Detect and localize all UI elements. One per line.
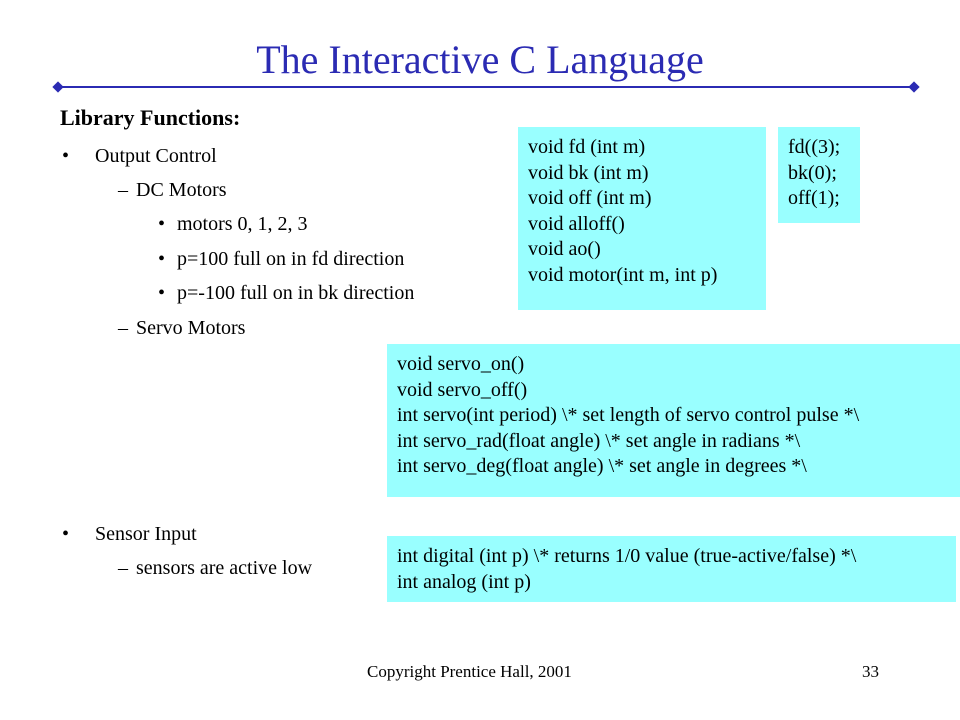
outline-sensor-input: Sensor Input <box>95 523 197 545</box>
bullet-icon: • <box>62 145 70 167</box>
code-line: fd((3); <box>788 136 841 158</box>
outline-servo-motors: Servo Motors <box>136 317 246 339</box>
code-line: int servo_rad(float angle) \* set angle in radians *\ <box>397 429 801 452</box>
slide-title: The Interactive C Language <box>256 37 704 82</box>
code-line: void servo_off() <box>397 378 528 401</box>
motor-functions-box <box>518 127 766 310</box>
section-heading: Library Functions: <box>60 105 241 130</box>
code-line: void off (int m) <box>528 187 652 209</box>
code-line: void bk (int m) <box>528 161 649 184</box>
servo-functions-box <box>387 344 960 497</box>
copyright-footer: Copyright Prentice Hall, 2001 <box>367 662 572 681</box>
outline-output-control: Output Control <box>95 145 217 167</box>
code-line: int digital (int p) \* returns 1/0 value (true-active/false) *\ <box>397 545 857 567</box>
dash-icon: – <box>118 179 128 201</box>
dash-icon: – <box>118 557 128 579</box>
outline-motors: motors 0, 1, 2, 3 <box>177 213 308 235</box>
code-line: void motor(int m, int p) <box>528 263 718 286</box>
page-number: 33 <box>862 662 879 681</box>
bullet-icon: • <box>158 282 166 304</box>
code-line: int servo(int period) \* set length of servo control pulse *\ <box>397 404 860 426</box>
bullet-icon: • <box>62 523 70 545</box>
outline-sensors-active-low: sensors are active low <box>136 557 313 579</box>
example-calls-box <box>778 127 860 223</box>
code-line: void ao() <box>528 238 601 260</box>
dash-icon: – <box>118 317 128 339</box>
code-line: void servo_on() <box>397 353 525 375</box>
title-underline <box>58 86 914 88</box>
code-line: off(1); <box>788 187 840 209</box>
bullet-icon: • <box>158 213 166 235</box>
code-line: void alloff() <box>528 212 625 235</box>
outline-dc-motors: DC Motors <box>136 179 227 201</box>
code-line: int analog (int p) <box>397 570 531 593</box>
sensor-functions-box <box>387 536 956 602</box>
code-line: bk(0); <box>788 161 837 184</box>
code-line: int servo_deg(float angle) \* set angle in degrees *\ <box>397 455 807 477</box>
code-line: void fd (int m) <box>528 136 646 158</box>
outline-pneg100: p=-100 full on in bk direction <box>177 282 415 304</box>
bullet-icon: • <box>158 248 166 270</box>
outline-p100: p=100 full on in fd direction <box>177 248 405 270</box>
